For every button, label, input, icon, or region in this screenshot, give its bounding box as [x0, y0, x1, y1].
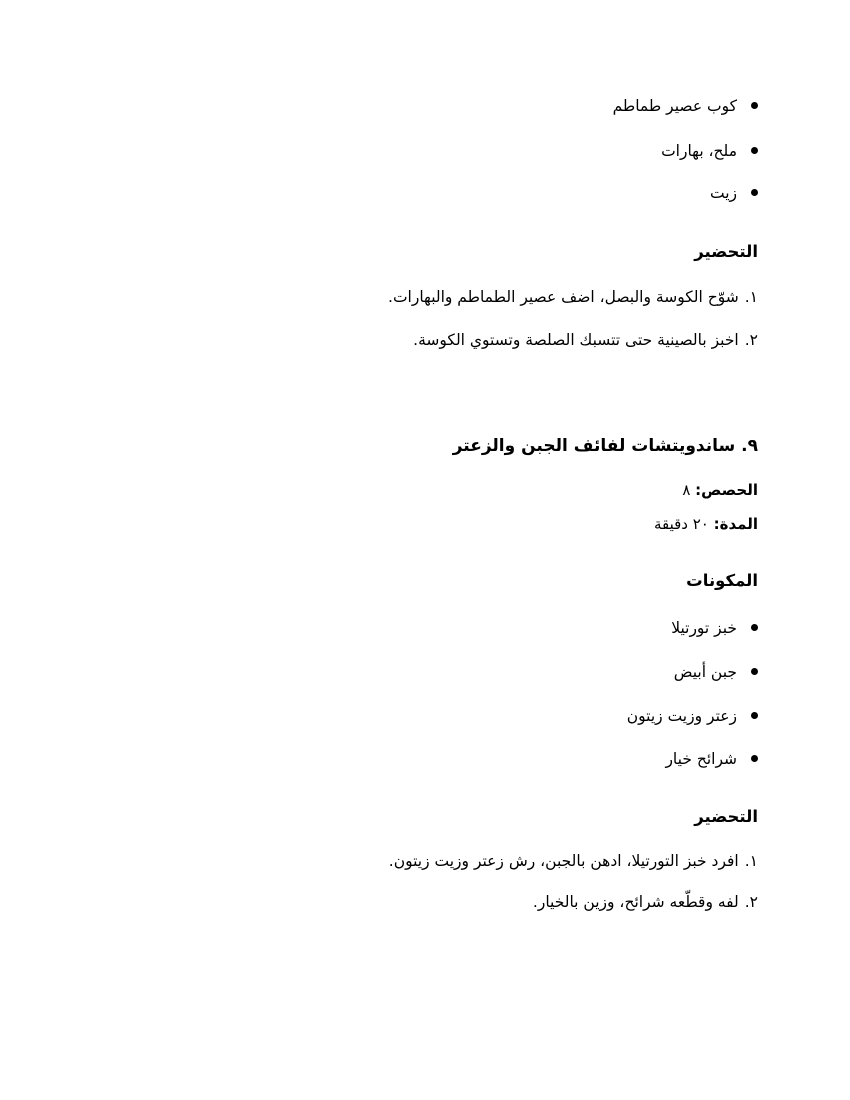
step-number: ١.: [744, 852, 758, 870]
prep-step: [388, 287, 758, 307]
bullet-icon: [751, 668, 758, 675]
step-number: ٢.: [744, 893, 758, 911]
step-number: ١.: [744, 288, 758, 306]
bullet-icon: [751, 755, 758, 762]
ingredient-text: جبن أبيض: [673, 663, 737, 681]
bullet-icon: [751, 189, 758, 196]
ingredient-text: شرائح خيار: [665, 750, 737, 768]
servings-line: [682, 480, 758, 500]
bullet-icon: [751, 102, 758, 109]
step-text: لفه وقطّعه شرائح، وزين بالخيار.: [532, 893, 739, 911]
prep-heading: التحضير: [694, 807, 758, 826]
step-text: افرد خبز التورتيلا، ادهن بالجبن، رش زعتر وزيت زيتون.: [388, 852, 739, 870]
step-number: ٢.: [744, 331, 758, 349]
duration-value: ٢٠ دقيقة: [653, 515, 709, 533]
step-text: اخبز بالصينية حتى تتسبك الصلصة وتستوي الكوسة.: [413, 331, 739, 349]
ingredient-text: كوب عصير طماطم: [612, 97, 737, 115]
ingredient-item: [627, 706, 758, 726]
ingredient-text: خبز تورتيلا: [671, 619, 737, 637]
servings-label: الحصص:: [695, 481, 758, 499]
step-text: شوّح الكوسة والبصل، اضف عصير الطماطم والبهارات.: [388, 288, 739, 306]
ingredient-item: [674, 662, 758, 682]
ingredient-text: زيت: [709, 184, 737, 202]
recipe-title: ٩. ساندويتشات لفائف الجبن والزعتر: [452, 436, 758, 456]
servings-value: ٨: [682, 481, 691, 499]
ingredient-item: [710, 183, 758, 203]
ingredient-text: ملح، بهارات: [661, 142, 737, 160]
ingredient-item: [665, 749, 758, 769]
duration-line: [654, 514, 758, 534]
prep-step: [389, 851, 758, 871]
duration-label: المدة:: [713, 515, 758, 533]
ingredient-item: [613, 96, 758, 116]
prep-step: [413, 330, 758, 350]
ingredient-item: [661, 141, 758, 161]
ingredient-text: زعتر وزيت زيتون: [626, 707, 737, 725]
bullet-icon: [751, 147, 758, 154]
bullet-icon: [751, 712, 758, 719]
bullet-icon: [751, 624, 758, 631]
prep-step: [533, 892, 758, 912]
ingredient-item: [671, 618, 758, 638]
ingredients-heading: المكونات: [686, 571, 758, 590]
prep-heading: التحضير: [694, 242, 758, 261]
